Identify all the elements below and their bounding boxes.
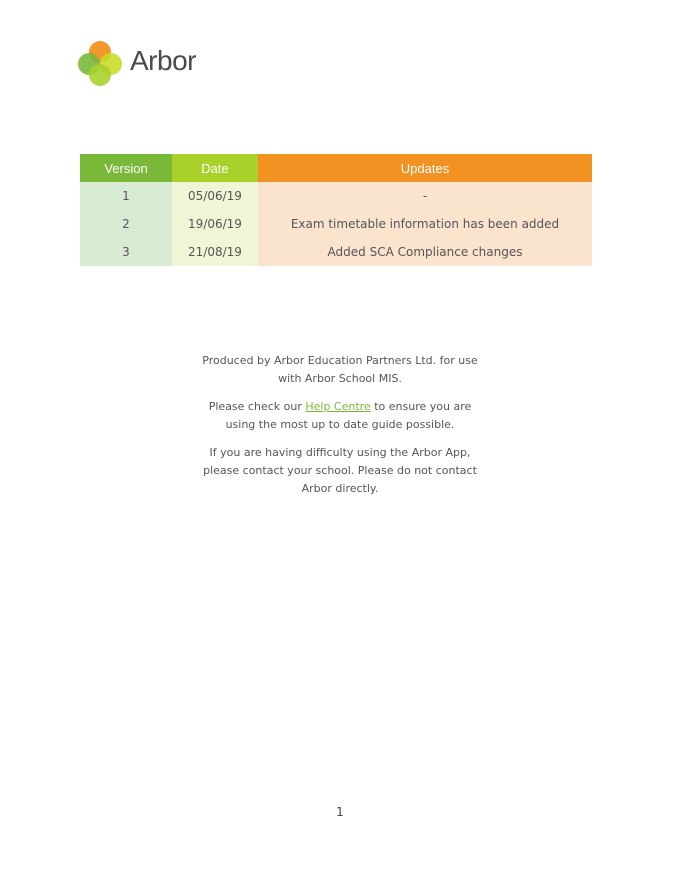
header-version: Version	[80, 154, 172, 182]
cell-version: 3	[80, 238, 172, 266]
table-row	[80, 210, 592, 238]
version-history-table	[80, 154, 592, 266]
cell-date: 19/06/19	[172, 210, 258, 238]
page-number: 1	[336, 805, 344, 819]
cell-date: 05/06/19	[172, 182, 258, 210]
table-header-row	[80, 154, 592, 182]
cell-updates: Added SCA Compliance changes	[258, 238, 592, 266]
help-centre-link[interactable]: Help Centre	[305, 400, 371, 413]
header-updates: Updates	[258, 154, 592, 182]
help-centre-text	[200, 398, 480, 434]
table-row	[80, 182, 592, 210]
cell-updates: Exam timetable information has been added	[258, 210, 592, 238]
cell-version: 2	[80, 210, 172, 238]
cell-updates: -	[258, 182, 592, 210]
header-date: Date	[172, 154, 258, 182]
cell-version: 1	[80, 182, 172, 210]
help-prefix: Please check our	[208, 400, 306, 413]
produced-by-text: Produced by Arbor Education Partners Ltd. for use with Arbor School MIS.	[202, 354, 478, 385]
help-suffix: to ensure you are using the most up to date guide possible.	[225, 400, 472, 431]
cell-date: 21/08/19	[172, 238, 258, 266]
arbor-logo-icon	[78, 40, 126, 88]
app-notice-text: If you are having difficulty using the Arbor App, please contact your school. Please do not contact Arbor directly.	[203, 446, 477, 495]
logo-wordmark: Arbor	[130, 45, 196, 76]
footer-notes	[200, 352, 480, 508]
arbor-logo	[78, 40, 208, 88]
table-row	[80, 238, 592, 266]
